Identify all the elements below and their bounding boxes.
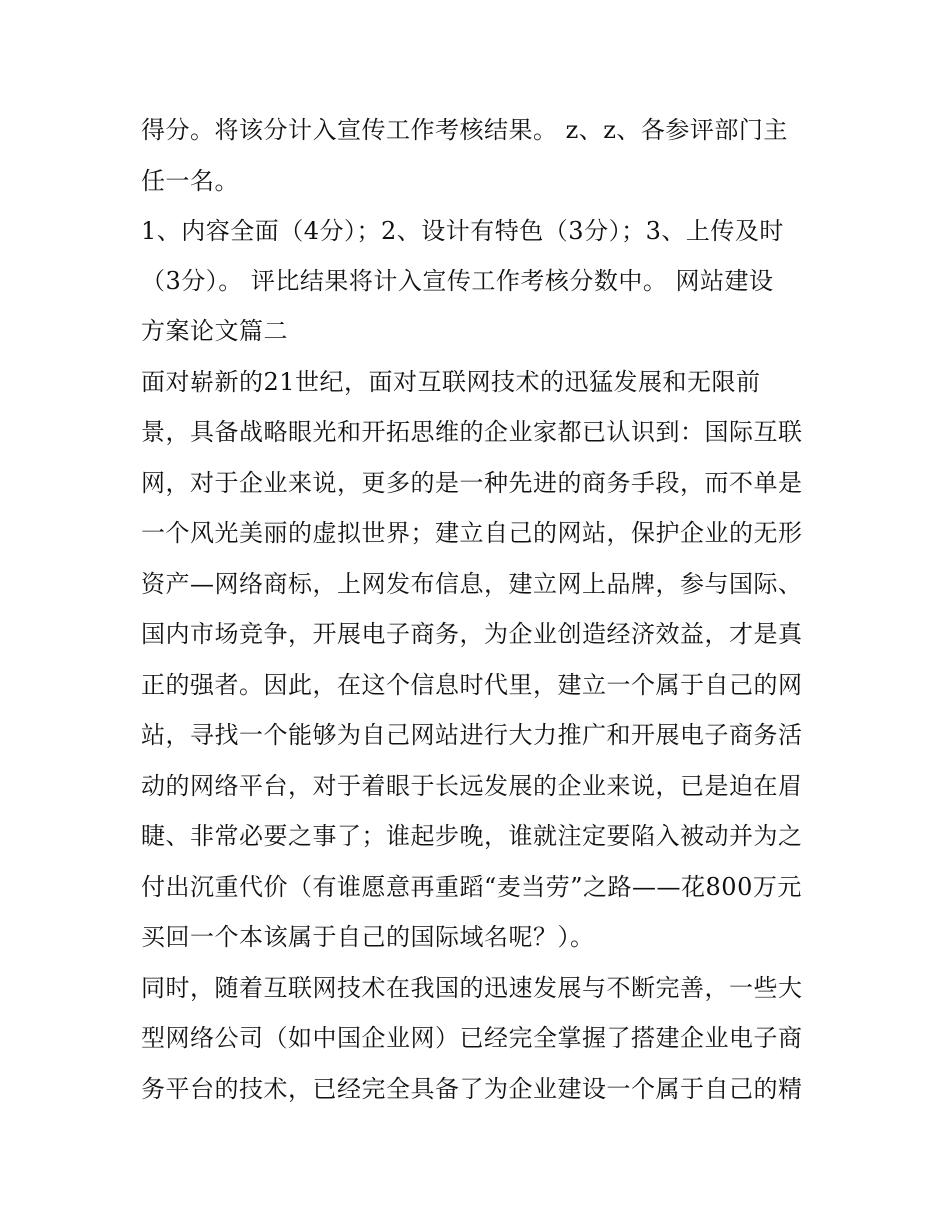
section-heading: 方案论文篇二 xyxy=(141,317,288,345)
text-line: 务平台的技术，已经完全具备了为企业建设一个属于自己的精 xyxy=(141,1075,803,1103)
text-line: 国内市场竞争，开展电子商务，为企业创造经济效益，才是真 xyxy=(141,620,803,648)
text-line: （3分）。 评比结果将计入宣传工作考核分数中。 网站建设 xyxy=(141,267,774,295)
text-line: 动的网络平台，对于着眼于长远发展的企业来说，已是迫在眉 xyxy=(141,772,803,800)
text-line: 正的强者。因此，在这个信息时代里，建立一个属于自己的网 xyxy=(141,671,803,699)
text-line: 型网络公司（如中国企业网）已经完全掌握了搭建企业电子商 xyxy=(141,1024,803,1052)
text-line: 站，寻找一个能够为自己网站进行大力推广和开展电子商务活 xyxy=(141,721,803,749)
text-line: 同时，随着互联网技术在我国的迅速发展与不断完善，一些大 xyxy=(141,974,803,1002)
text-line: 付出沉重代价（有谁愿意再重蹈“麦当劳”之路——花800万元 xyxy=(141,873,802,901)
text-line: 景，具备战略眼光和开拓思维的企业家都已认识到：国际互联 xyxy=(141,418,803,446)
text-line: 睫、非常必要之事了；谁起步晚，谁就注定要陷入被动并为之 xyxy=(141,822,803,850)
text-line: 面对崭新的21世纪，面对互联网技术的迅猛发展和无限前 xyxy=(141,368,761,396)
text-line: 任一名。 xyxy=(141,167,239,195)
text-line: 1、内容全面（4分）；2、设计有特色（3分）；3、上传及时 xyxy=(141,217,784,245)
text-line: 资产—网络商标，上网发布信息，建立网上品牌，参与国际、 xyxy=(141,570,803,598)
text-line: 一个风光美丽的虚拟世界；建立自己的网站，保护企业的无形 xyxy=(141,519,803,547)
text-line: 买回一个本该属于自己的国际域名呢？）。 xyxy=(141,923,595,951)
text-line: 网，对于企业来说，更多的是一种先进的商务手段，而不单是 xyxy=(141,469,803,497)
text-line: 得分。将该分计入宣传工作考核结果。 z、z、各参评部门主 xyxy=(141,116,788,144)
